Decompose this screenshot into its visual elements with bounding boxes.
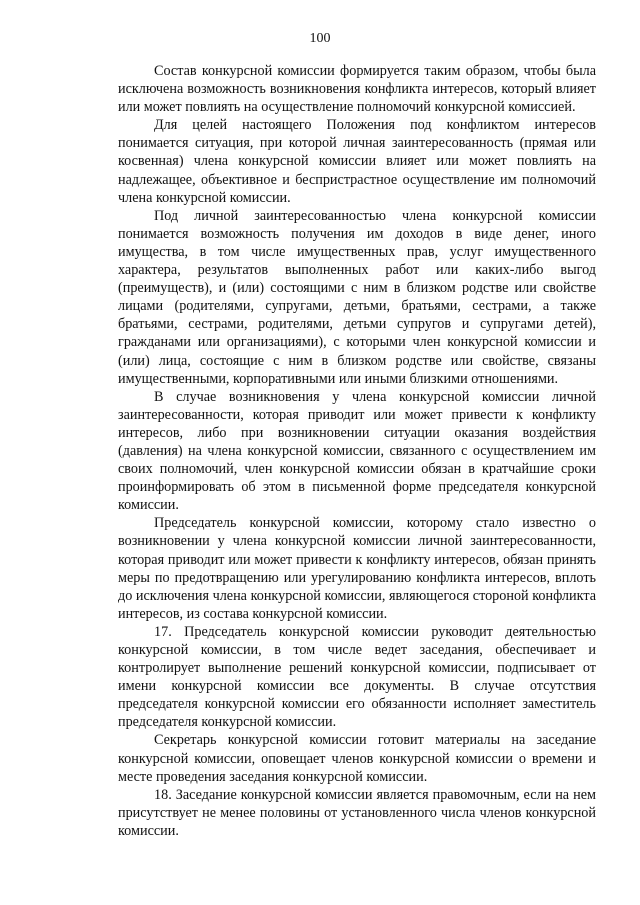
paragraph-item-18-quorum: 18. Заседание конкурсной комиссии является правомочным, если на нем присутствует не менее половины от установленного числа членов конкурсной комиссии.	[118, 786, 596, 839]
paragraph-member-notification-duty: В случае возникновения у члена конкурсной комиссии личной заинтересованности, которая приводит или может привести к конфликту интересов, либо при возникновении ситуации оказания воздействия (давления) на члена конкурсной комиссии, связанного с осуществлением им своих полномочий, член конкурсной комиссии обязан в кратчайшие сроки проинформировать об этом в письменной форме председателя конкурсной комиссии.	[118, 388, 596, 514]
paragraph-secretary-duties: Секретарь конкурсной комиссии готовит материалы на заседание конкурсной комиссии, оповещает членов конкурсной комиссии о времени и месте проведения заседания конкурсной комиссии.	[118, 732, 596, 785]
document-body	[118, 62, 596, 840]
page-number: 100	[309, 31, 331, 46]
paragraph-conflict-definition: Для целей настоящего Положения под конфликтом интересов понимается ситуация, при которой личная заинтересованность (прямая или косвенная) члена конкурсной комиссии влияет или может повлиять на надлежащее, объективное и беспристрастное осуществление им полномочий члена конкурсной комиссии.	[118, 117, 596, 206]
paragraph-item-17-chairman-role: 17. Председатель конкурсной комиссии руководит деятельностью конкурсной комиссии, в том числе ведет заседания, обеспечивает и контролирует выполнение решений конкурсной комиссии, подписывает от имени конкурсной комиссии все документы. В случае отсутствия председателя конкурсной комиссии его обязанности исполняет заместитель председателя конкурсной комиссии.	[118, 623, 596, 731]
paragraph-personal-interest-definition: Под личной заинтересованностью члена конкурсной комиссии понимается возможность получения им доходов в виде денег, иного имущества, в том числе имущественных прав, услуг имущественного характера, результатов выполненных работ или каких-либо выгод (преимуществ), и (или) состоящими с ним в близком родстве или свойстве лицами (родителями, супругами, детьми, братьями, сестрами, а также братьями, сестрами, родителями, детьми супругов и супругами детей), гражданами или организациями), с которыми член конкурсной комиссии и (или) лица, состоящие с ним в близком родстве или свойстве, связаны имущественными, корпоративными или иными близкими отношениями.	[118, 207, 596, 387]
paragraph-commission-composition: Состав конкурсной комиссии формируется таким образом, чтобы была исключена возможность возникновения конфликта интересов, который влияет или может повлиять на осуществление полномочий конкурсной комиссией.	[118, 63, 596, 116]
paragraph-chairman-measures: Председатель конкурсной комиссии, которому стало известно о возникновении у члена конкурсной комиссии личной заинтересованности, которая приводит или может привести к конфликту интересов, обязан принять меры по предотвращению или урегулированию конфликта интересов, вплоть до исключения члена конкурсной комиссии, являющегося стороной конфликта интересов, из состава конкурсной комиссии.	[118, 515, 596, 622]
